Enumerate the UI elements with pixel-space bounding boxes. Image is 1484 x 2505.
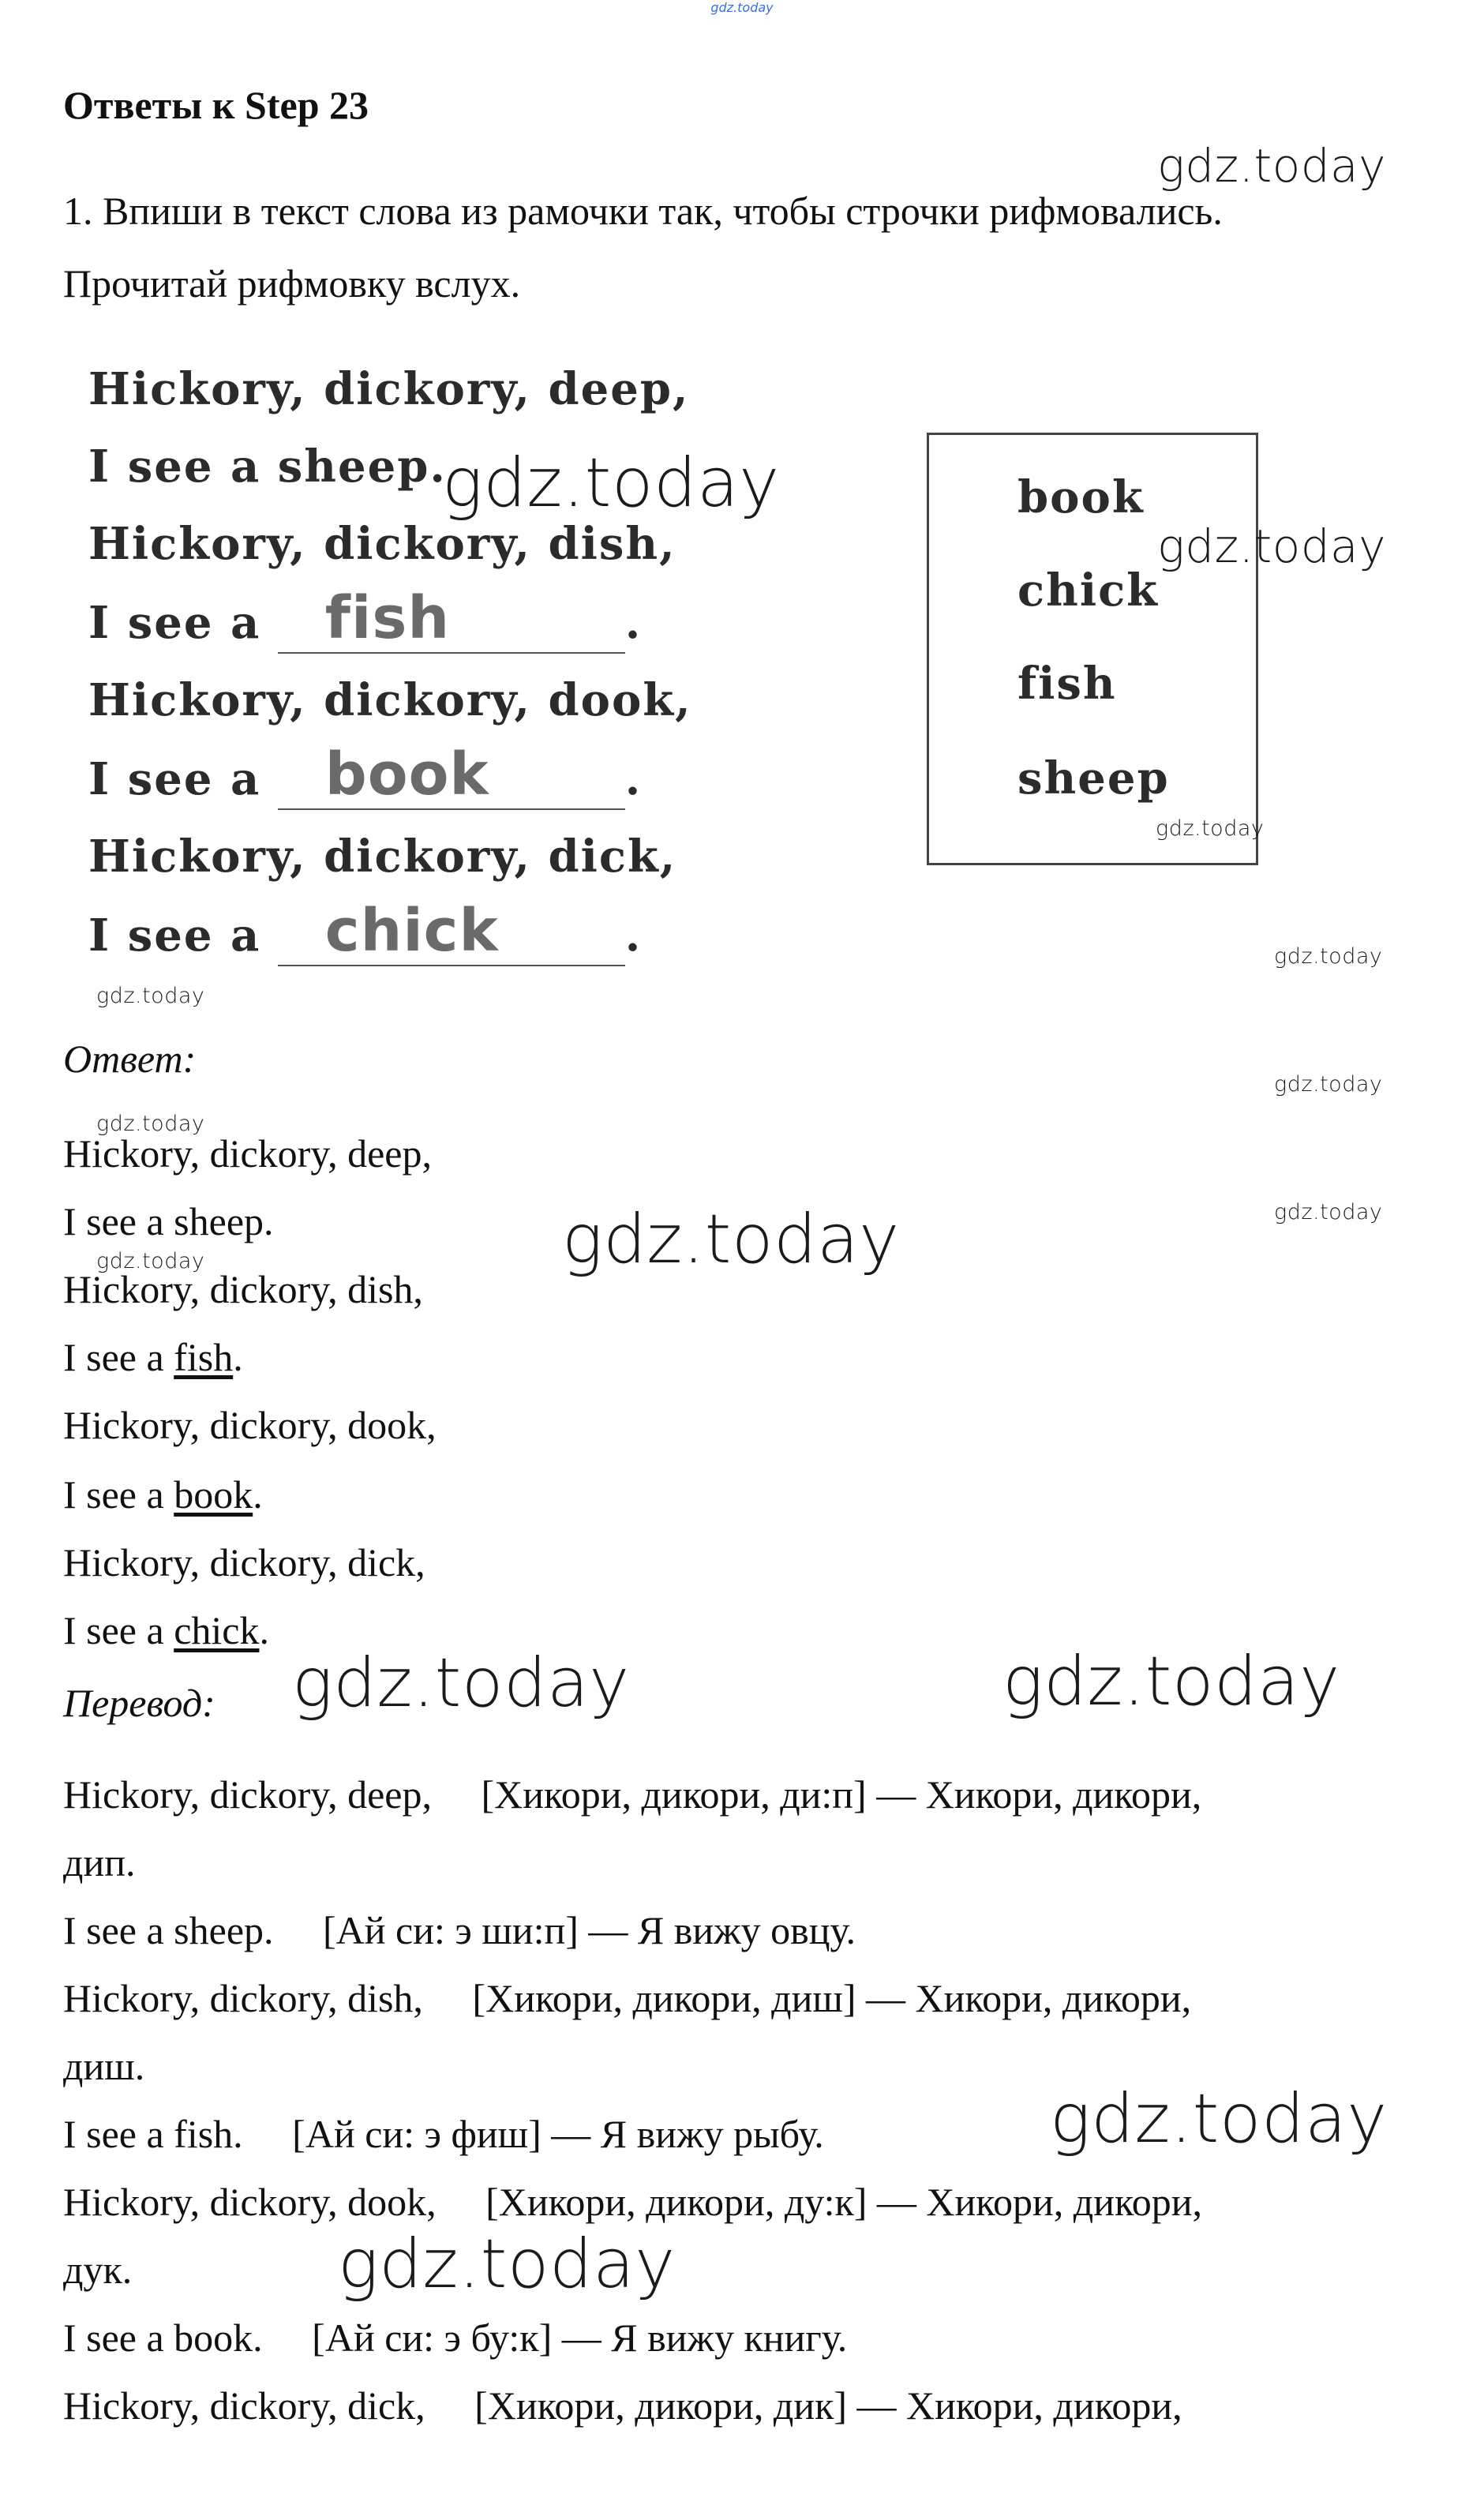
- translation-line: I see a fish. [Ай си: э фиш] — Я вижу рыбу.: [63, 2112, 824, 2156]
- translation-line: Hickory, dickory, dish, [Хикори, дикори, диш] — Хикори, дикори,: [63, 1976, 1192, 2020]
- translation-line: диш.: [63, 2044, 145, 2088]
- poem-line-with-blank: [88, 741, 642, 810]
- poem-line-text: I see a: [88, 909, 261, 962]
- answer-word: chick: [174, 1608, 260, 1652]
- answer-line: Hickory, dickory, dook,: [63, 1403, 437, 1447]
- translation-line: Hickory, dickory, dook, [Хикори, дикори, ду:к] — Хикори, дикори,: [63, 2180, 1203, 2224]
- translation-label: Перевод:: [63, 1681, 215, 1725]
- answer-suffix: .: [253, 1472, 263, 1517]
- answer-label: Ответ:: [63, 1037, 197, 1081]
- translation-line: I see a book. [Ай си: э бу:к] — Я вижу книгу.: [63, 2316, 848, 2360]
- instruction-line-1: 1. Впиши в текст слова из рамочки так, чтобы строчки рифмовались.: [63, 189, 1223, 233]
- watermark: gdz.today: [1274, 944, 1383, 969]
- poem-line: I see a sheep.: [88, 441, 447, 493]
- box-word: sheep: [1017, 752, 1170, 804]
- box-word: book: [1017, 471, 1145, 523]
- answer-prefix: I see a: [63, 1608, 174, 1652]
- answer-word: book: [174, 1472, 253, 1517]
- watermark: gdz.today: [96, 984, 205, 1008]
- watermark: gdz.today: [1002, 1642, 1340, 1721]
- answer-blank: [278, 741, 625, 810]
- page-title: Ответы к Step 23: [63, 83, 369, 127]
- translation-line: Hickory, dickory, deep, [Хикори, дикори, ди:п] — Хикори, дикори,: [63, 1772, 1202, 1817]
- answer-line: Hickory, dickory, deep,: [63, 1131, 432, 1176]
- answer-line: Hickory, dickory, dish,: [63, 1267, 423, 1311]
- translation-line: Hickory, dickory, dick, [Хикори, дикори, дик] — Хикори, дикори,: [63, 2383, 1182, 2428]
- watermark: gdz.today: [338, 2225, 676, 2304]
- watermark: gdz.today: [1274, 1072, 1383, 1097]
- filled-word: chick: [324, 897, 499, 965]
- watermark: gdz.today: [96, 1112, 205, 1136]
- watermark: gdz.today: [1157, 139, 1386, 193]
- box-word: chick: [1017, 564, 1159, 617]
- answer-line: Hickory, dickory, dick,: [63, 1540, 425, 1584]
- poem-line-text: I see a: [88, 753, 261, 805]
- watermark: gdz.today: [96, 1249, 205, 1273]
- poem-line: Hickory, dickory, dook,: [88, 674, 692, 726]
- answer-suffix: .: [233, 1335, 243, 1379]
- poem-line-text: I see a: [88, 597, 261, 649]
- top-watermark: gdz.today: [710, 0, 774, 15]
- answer-blank: [278, 584, 625, 654]
- translation-line: I see a sheep. [Ай си: э ши:п] — Я вижу овцу.: [63, 1908, 856, 1952]
- poem-line: Hickory, dickory, deep,: [88, 363, 690, 415]
- watermark: gdz.today: [1156, 816, 1265, 841]
- instruction-line-2: Прочитай рифмовку вслух.: [63, 261, 521, 306]
- period: .: [624, 909, 643, 962]
- watermark: gdz.today: [442, 444, 780, 523]
- answer-blank: [278, 897, 625, 966]
- answer-word: fish: [174, 1335, 234, 1379]
- poem-line-with-blank: [88, 584, 642, 654]
- filled-word: fish: [324, 584, 451, 652]
- period: .: [624, 753, 643, 805]
- poem-line-with-blank: [88, 897, 642, 966]
- filled-word: book: [324, 741, 489, 808]
- answer-line: I see a sheep.: [63, 1199, 274, 1243]
- watermark: gdz.today: [1274, 1200, 1383, 1224]
- word-box: [927, 433, 1258, 865]
- translation-line: дип.: [63, 1840, 136, 1884]
- translation-line: дук.: [63, 2248, 133, 2292]
- answer-line: [63, 1607, 269, 1653]
- watermark: gdz.today: [1157, 519, 1386, 573]
- poem-line: Hickory, dickory, dick,: [88, 831, 677, 883]
- answer-prefix: I see a: [63, 1335, 174, 1379]
- poem-line: Hickory, dickory, dish,: [88, 518, 676, 570]
- answer-suffix: .: [259, 1608, 269, 1652]
- watermark: gdz.today: [1050, 2079, 1388, 2158]
- box-word: fish: [1017, 658, 1117, 710]
- period: .: [624, 597, 643, 649]
- answer-prefix: I see a: [63, 1472, 174, 1517]
- watermark: gdz.today: [292, 1644, 630, 1723]
- answer-line: [63, 1334, 243, 1380]
- answer-line: [63, 1472, 263, 1517]
- watermark: gdz.today: [562, 1200, 900, 1279]
